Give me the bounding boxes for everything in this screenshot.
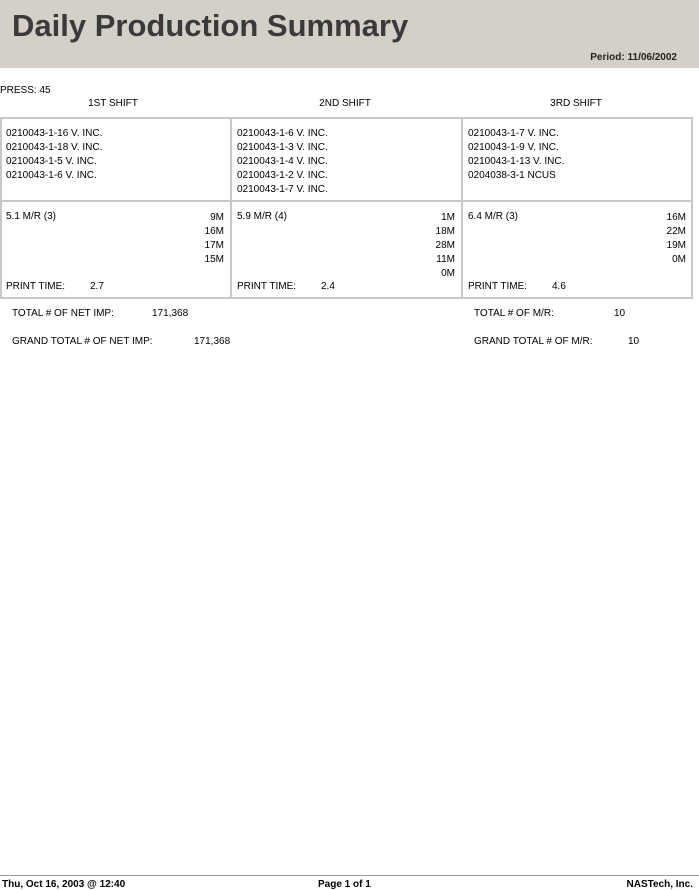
value-line: 9M [210,212,224,223]
shift-grid [0,117,693,299]
press-label: PRESS: 45 [0,85,51,96]
shift-1-values [164,211,224,267]
order-line: 0210043-1-16 V. INC. [6,128,103,139]
report-title: Daily Production Summary [12,8,409,43]
shift-2-orders [237,127,328,197]
value-line: 18M [435,226,455,237]
shift-3-heading: 3RD SHIFT [550,98,602,109]
value-line: 16M [204,226,224,237]
value-line: 28M [435,240,455,251]
shift-3-makeready: 6.4 M/R (3) [468,211,519,222]
report-period: Period: 11/06/2002 [590,52,677,63]
report-header [0,0,699,68]
order-line: 0210043-1-13 V. INC. [468,156,565,167]
value-line: 19M [666,240,686,251]
footer-divider [0,875,699,876]
shift-3-orders [468,127,564,183]
shift-2-makeready: 5.9 M/R (4) [237,211,288,222]
order-line: 0204038-3-1 NCUS [468,170,556,181]
print-time-label: PRINT TIME: [468,281,528,292]
footer-company: NASTech, Inc. [626,879,693,890]
print-time-label: PRINT TIME: [237,281,297,292]
shift-1-orders [6,127,102,183]
order-line: 0210043-1-2 V. INC. [237,170,328,181]
grand-total-mr-value: 10 [628,336,640,347]
value-line: 0M [441,268,455,279]
grand-total-net-imp-label: GRAND TOTAL # OF NET IMP: [12,336,153,347]
order-line: 0210043-1-5 V. INC. [6,156,97,167]
total-net-imp-value: 171,368 [152,308,189,319]
value-line: 22M [666,226,686,237]
order-line: 0210043-1-7 V. INC. [237,184,328,195]
shift-1-heading: 1ST SHIFT [88,98,138,109]
value-line: 15M [204,254,224,265]
shift-3-print-time [468,281,566,292]
column-divider [230,119,232,297]
shift-1-makeready: 5.1 M/R (3) [6,211,57,222]
value-line: 17M [204,240,224,251]
value-line: 0M [672,254,686,265]
value-line: 11M [436,254,455,265]
order-line: 0210043-1-6 V. INC. [6,170,97,181]
print-time-value: 2.4 [321,281,335,292]
order-line: 0210043-1-9 V. INC. [468,142,559,153]
shift-3-values [626,211,686,267]
grand-total-mr-label: GRAND TOTAL # OF M/R: [474,336,593,347]
order-line: 0210043-1-3 V. INC. [237,142,328,153]
total-mr-label: TOTAL # OF M/R: [474,308,554,319]
shift-2-values [395,211,455,281]
row-divider [2,200,691,202]
shift-2-heading: 2ND SHIFT [319,98,371,109]
print-time-value: 4.6 [552,281,566,292]
print-time-value: 2.7 [90,281,104,292]
footer-timestamp: Thu, Oct 16, 2003 @ 12:40 [2,879,126,890]
column-divider [461,119,463,297]
order-line: 0210043-1-18 V. INC. [6,142,103,153]
total-net-imp-label: TOTAL # OF NET IMP: [12,308,114,319]
total-mr-value: 10 [614,308,626,319]
grand-total-net-imp-value: 171,368 [194,336,231,347]
shift-1-print-time [6,281,104,292]
shift-2-print-time [237,281,335,292]
order-line: 0210043-1-7 V. INC. [468,128,559,139]
value-line: 1M [441,212,455,223]
order-line: 0210043-1-6 V. INC. [237,128,328,139]
print-time-label: PRINT TIME: [6,281,66,292]
footer-page-number: Page 1 of 1 [318,879,371,890]
order-line: 0210043-1-4 V. INC. [237,156,328,167]
value-line: 16M [666,212,686,223]
